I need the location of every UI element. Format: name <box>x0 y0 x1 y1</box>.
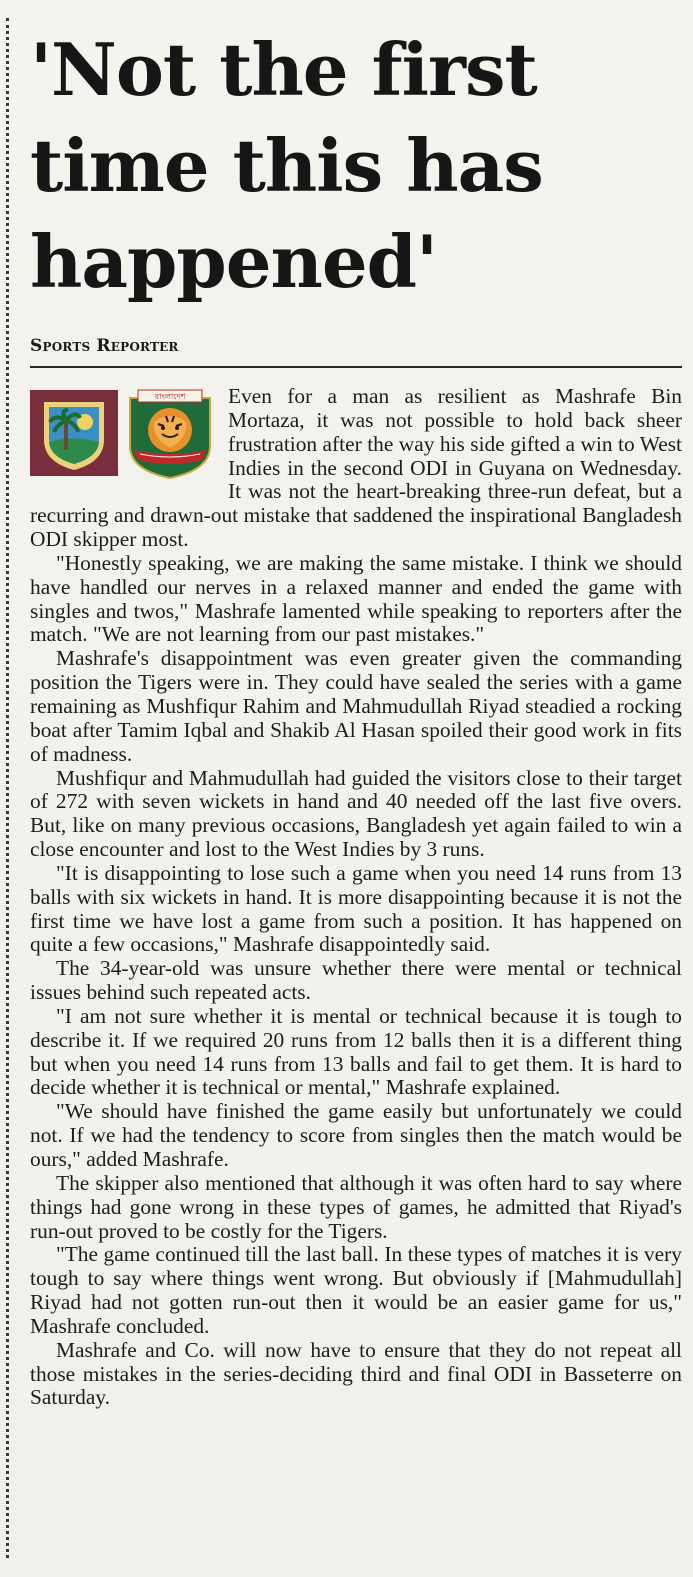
article-paragraph: "It is disappointing to lose such a game when you need 14 runs from 13 balls with six wickets in hand. It is more disappointing because it is not the first time we have lost a game from such a position. It has happened on quite a few occasions," Mashrafe disappointedly said. <box>30 860 682 957</box>
article-paragraph: "Honestly speaking, we are making the same mistake. I think we should have handled our nerves in a relaxed manner and ended the game with singles and twos," Mashrafe lamented while speaking to reporters after the match. "We are not learning from our past mistakes." <box>30 550 682 647</box>
article-paragraph: Mushfiqur and Mahmudullah had guided the visitors close to their target of 272 with seven wickets in hand and 40 needed off the last five overs. But, like on many previous occasions, Bangladesh yet again failed to win a close encounter and lost to the West Indies by 3 runs. <box>30 765 682 862</box>
byline-rule <box>30 366 682 368</box>
article-paragraph: Mashrafe's disappointment was even greater given the commanding position the Tigers were in. They could have sealed the series with a game remaining as Mushfiqur Rahim and Mahmudullah Riyad steadied a rocking boat after Tamim Iqbal and Shakib Al Hasan spoiled their good work in fits of madness. <box>30 646 682 766</box>
bcb-logo-caption: বাংলাদেশ <box>154 392 186 401</box>
article-paragraph: Even for a man as resilient as Mashrafe Bin Mortaza, it was not possible to hold back sheer frustration after the way his side gifted a win to West Indies in the second ODI in Guyana on Wednesday. It was not the heart-breaking three-run defeat, but a recurring and drawn-out mistake that saddened the inspirational Bangladesh ODI skipper most. <box>30 384 682 552</box>
article-paragraph: "The game continued till the last ball. In these types of matches it is very tough to say where things went wrong. But obviously if [Mahmudullah] Riyad had not gotten run-out then it would be an easier game for us," Mashrafe concluded. <box>30 1242 682 1338</box>
article-paragraph: The 34-year-old was unsure whether there were mental or technical issues behind such repeated acts. <box>30 956 682 1005</box>
byline: Sports Reporter <box>30 336 179 356</box>
bangladesh-cricket-board-logo <box>130 390 210 478</box>
article-paragraph: The skipper also mentioned that although it was often hard to say where things had gone wrong in these types of games, he admitted that Riyad's run-out proved to be costly for the Tigers. <box>30 1170 682 1243</box>
west-indies-cricket-logo <box>30 390 118 476</box>
article-paragraph: "We should have finished the game easily but unfortunately we could not. If we had the tendency to score from singles then the match would be ours," added Mashrafe. <box>30 1099 682 1171</box>
article-paragraph: "I am not sure whether it is mental or technical because it is tough to describe it. If we required 20 runs from 12 balls then it is a different thing but when you need 14 runs from 13 balls and fail to get them. It is hard to decide whether it is technical or mental," Mashrafe explained. <box>30 1003 682 1100</box>
logo-group <box>30 388 220 480</box>
headline: 'Not the first time this has happened' <box>30 27 543 304</box>
article-body <box>30 385 682 1410</box>
column-dotted-rule <box>6 18 9 1558</box>
article-paragraph: Mashrafe and Co. will now have to ensure that they do not repeat all those mistakes in the series-deciding third and final ODI in Basseterre on Saturday. <box>30 1337 682 1410</box>
